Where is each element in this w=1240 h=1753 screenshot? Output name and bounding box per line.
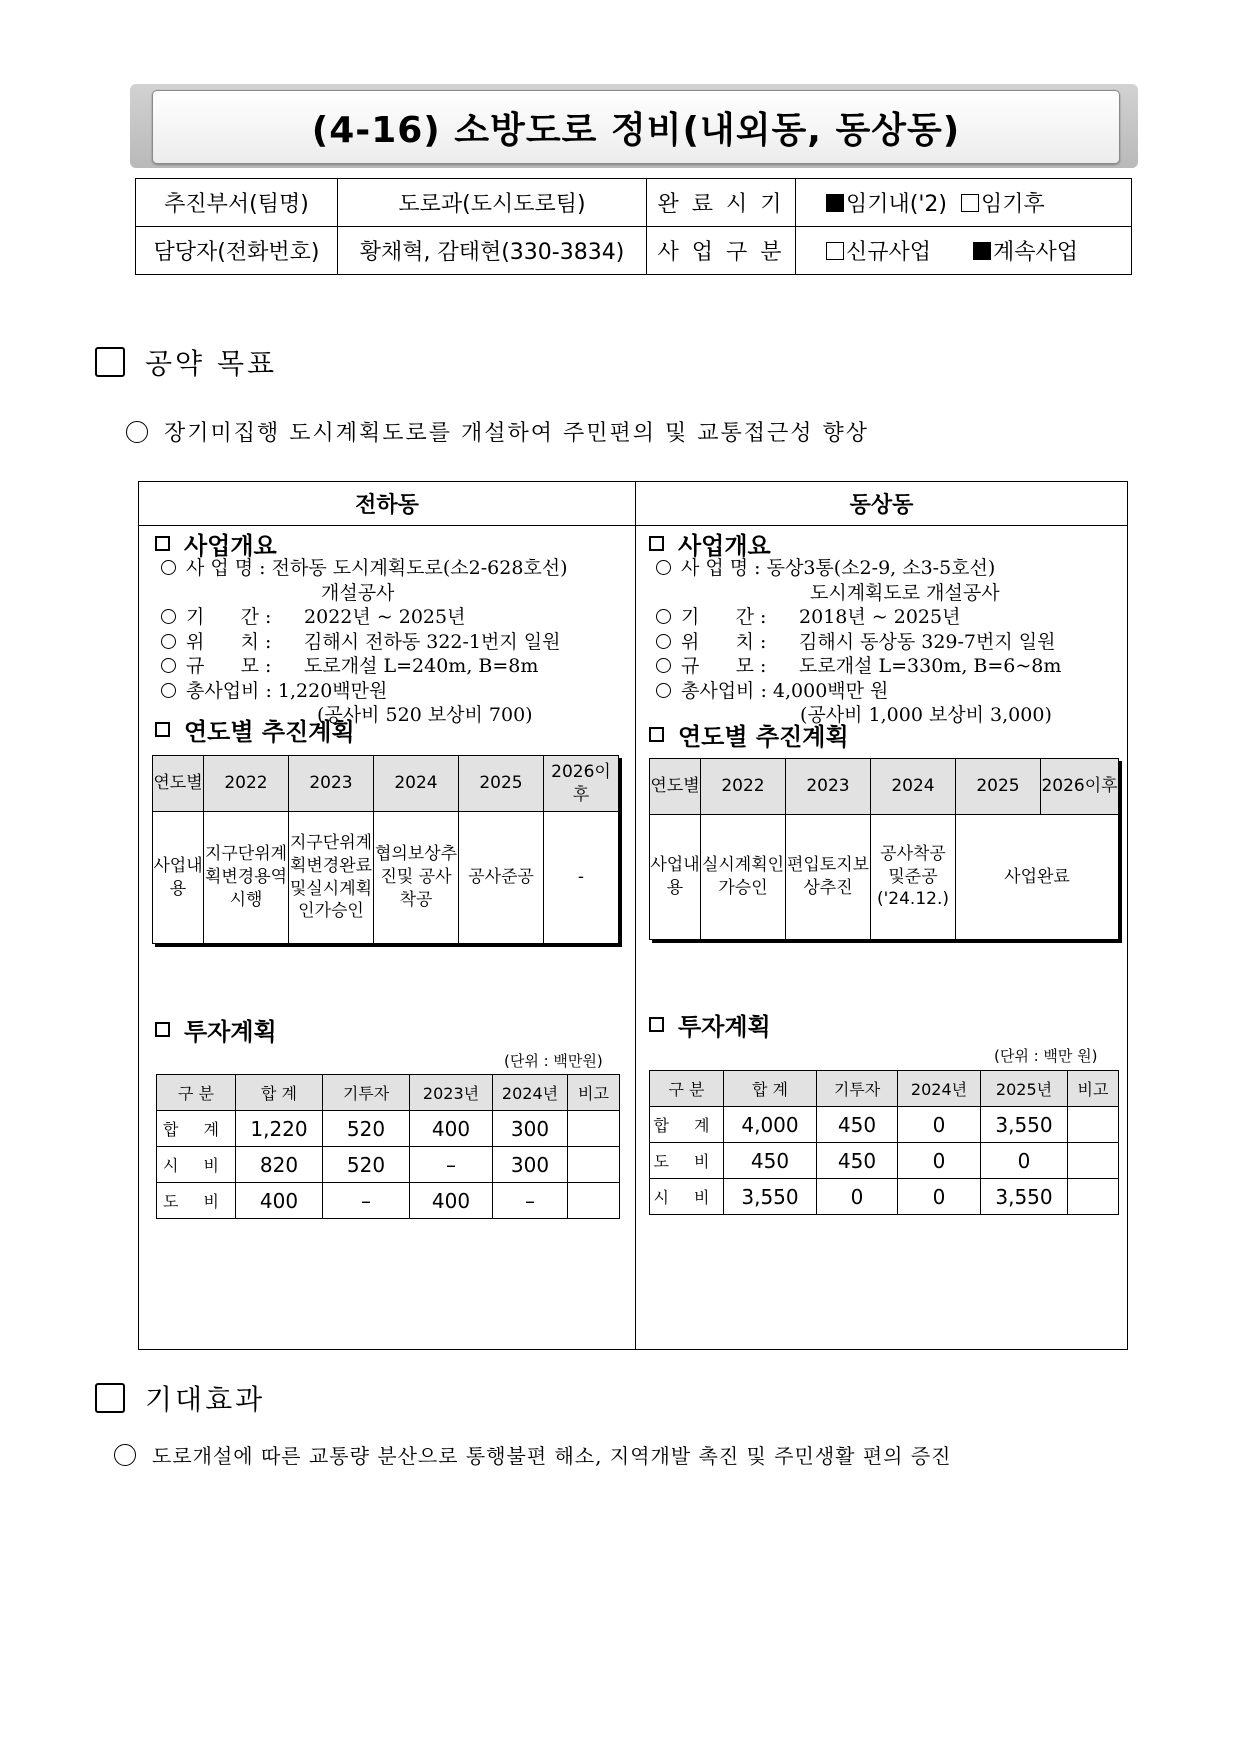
circle-bullet-icon xyxy=(656,683,671,698)
checked-box-icon xyxy=(973,242,991,260)
right-invest-table: 구 분 합 계 기투자 2024년 2025년 비고 합 계 4,000 450 0 3,550 도 비 450 450 0 0 시 비 3,550 0 0 3,550 xyxy=(649,1070,1119,1215)
right-plan-table: 연도별 2022 2023 2024 2025 2026이후 사업내용 실시계획인가승인 편입토지보상추진 공사착공 및준공('24.12.) 사업완료 xyxy=(649,758,1119,940)
complete-label: 완 료 시 기 xyxy=(647,179,796,227)
square-bullet-icon xyxy=(649,536,664,551)
column-divider xyxy=(635,482,636,1349)
goal-text: 장기미집행 도시계획도로를 개설하여 주민편의 및 교통접근성 향상 xyxy=(126,416,869,447)
left-plan-title: 연도별 추진계획 xyxy=(153,712,355,746)
right-overview-list: 사 업 명 : 동상3통(소2-9, 소3-5호선) 도시계획도로 개설공사 기 간 : 2018년 ~ 2025년 위 치 : 김해시 동상동 329-7번지 일원 규 모 : 도로개설 L=330m, B=6~8m 총사업비 : 4,000백만 원 (공사비 1,000 보상비 3,000) xyxy=(644,556,1061,728)
type-option-2: 계속사업 xyxy=(992,240,1078,265)
square-bullet-icon xyxy=(649,1017,664,1032)
complete-options xyxy=(796,179,1132,227)
circle-bullet-icon xyxy=(161,560,176,575)
circle-bullet-icon xyxy=(656,658,671,673)
circle-bullet-icon xyxy=(161,683,176,698)
unchecked-box-icon xyxy=(961,194,979,212)
page-title: (4-16) 소방도로 정비(내외동, 동상동) xyxy=(152,90,1120,164)
dept-value: 도로과(도시도로팀) xyxy=(338,179,647,227)
unchecked-box-icon xyxy=(826,242,844,260)
type-option-1: 신규사업 xyxy=(846,240,932,265)
right-column-header: 동상동 xyxy=(636,482,1127,526)
square-bullet-icon xyxy=(95,1383,125,1413)
circle-bullet-icon xyxy=(656,609,671,624)
person-value: 황채혁, 감태현(330-3834) xyxy=(338,227,647,275)
square-bullet-icon xyxy=(649,727,664,742)
goal-heading: 공약 목표 xyxy=(95,342,277,382)
circle-bullet-icon xyxy=(656,560,671,575)
left-invest-table: 구 분 합 계 기투자 2023년 2024년 비고 합 계 1,220 520 400 300 시 비 820 520 – 300 도 비 400 – 400 – xyxy=(156,1074,620,1219)
effect-heading: 기대효과 xyxy=(95,1378,265,1418)
circle-bullet-icon xyxy=(656,634,671,649)
checked-box-icon xyxy=(826,194,844,212)
square-bullet-icon xyxy=(155,1022,170,1037)
square-bullet-icon xyxy=(95,347,125,377)
circle-bullet-icon xyxy=(161,658,176,673)
square-bullet-icon xyxy=(155,536,170,551)
left-overview-title: 사업개요 xyxy=(153,526,277,560)
circle-bullet-icon xyxy=(161,609,176,624)
right-overview-title: 사업개요 xyxy=(647,526,771,560)
square-bullet-icon xyxy=(155,722,170,737)
complete-option-2: 임기후 xyxy=(980,192,1045,217)
left-plan-table: 연도별 2022 2023 2024 2025 2026이후 사업내용 지구단위계획변경용역시행 지구단위계획변경완료 및실시계획인가승인 협의보상추진및 공사착공 공사준공 - xyxy=(152,755,619,944)
left-invest-title: 투자계획 xyxy=(153,1012,277,1046)
comparison-frame xyxy=(138,481,1128,1350)
circle-bullet-icon xyxy=(161,634,176,649)
left-invest-unit: (단위 : 백만원) xyxy=(504,1052,603,1070)
right-plan-title: 연도별 추진계획 xyxy=(647,717,849,751)
right-invest-title: 투자계획 xyxy=(647,1007,771,1041)
right-invest-unit: (단위 : 백만 원) xyxy=(994,1047,1098,1065)
type-options xyxy=(796,227,1132,275)
effect-text: 도로개설에 따른 교통량 분산으로 통행불편 해소, 지역개발 촉진 및 주민생활 편의 증진 xyxy=(114,1440,952,1469)
person-label: 담당자(전화번호) xyxy=(136,227,338,275)
info-table xyxy=(135,178,1132,275)
type-label: 사 업 구 분 xyxy=(647,227,796,275)
left-overview-list: 사 업 명 : 전하동 도시계획도로(소2-628호선) 개설공사 기 간 : 2022년 ~ 2025년 위 치 : 김해시 전하동 322-1번지 일원 규 모 : 도로개설 L=240m, B=8m 총사업비 : 1,220백만원 (공사비 520 보상비 700) xyxy=(149,556,568,728)
circle-bullet-icon xyxy=(114,1444,136,1466)
complete-option-1: 임기내('2) xyxy=(846,192,947,217)
dept-label: 추진부서(팀명) xyxy=(136,179,338,227)
left-column-header: 전하동 xyxy=(139,482,635,526)
circle-bullet-icon xyxy=(126,421,148,443)
